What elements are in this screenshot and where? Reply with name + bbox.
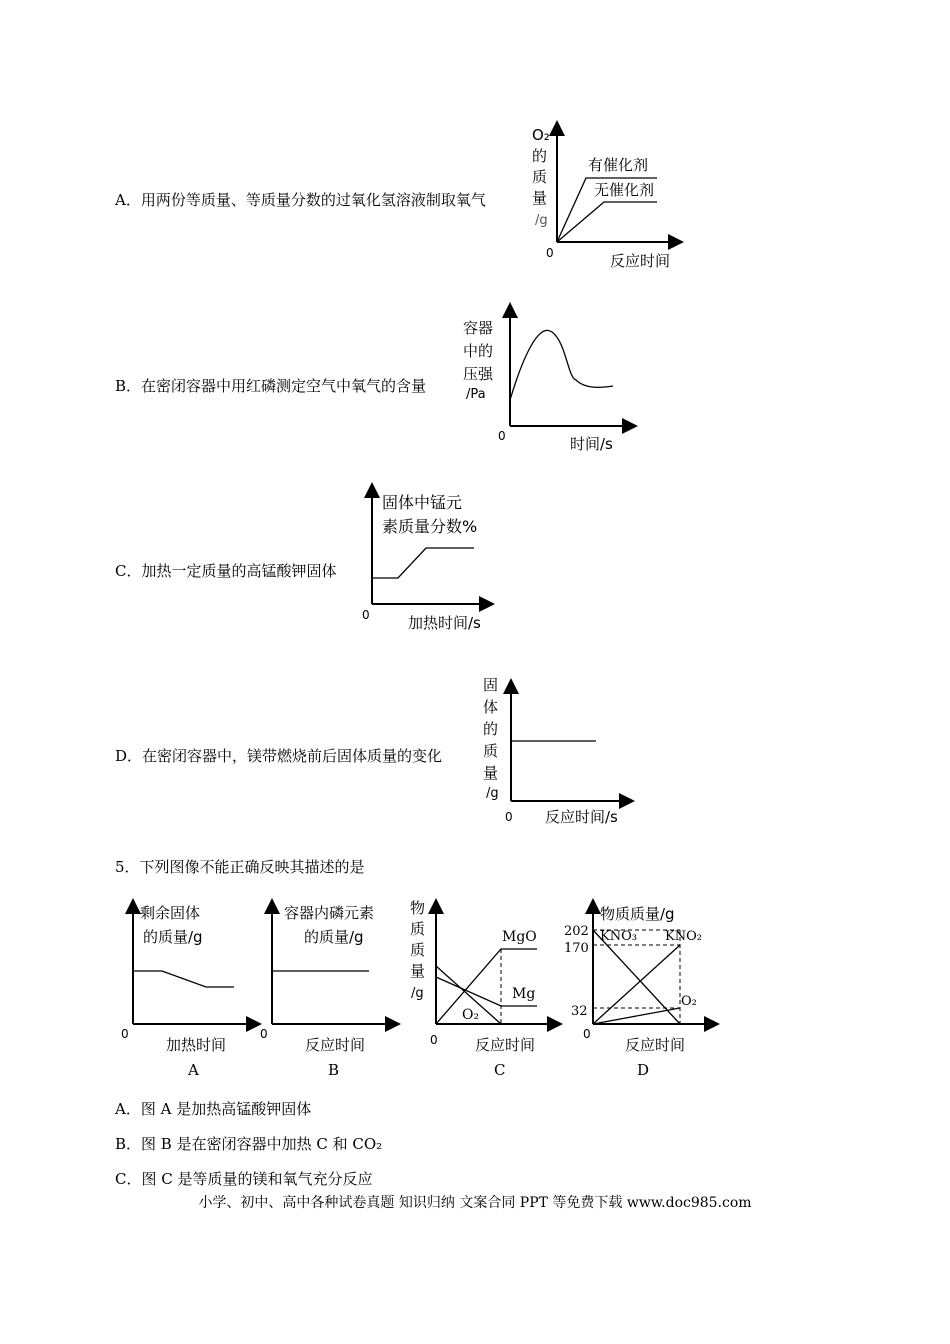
kno2-curve <box>593 945 680 1024</box>
y-unit: /g <box>486 786 499 801</box>
option-text: 加热一定质量的高锰酸钾固体 <box>141 562 337 580</box>
y-unit: /g <box>535 213 548 228</box>
y-unit: /Pa <box>466 387 486 402</box>
y-label: 量 <box>483 764 499 782</box>
chart-caption: A <box>188 1061 199 1079</box>
mn-fraction-curve <box>372 548 474 578</box>
y-label: 剩余固体 <box>140 904 201 922</box>
option-text: 在密闭容器中，镁带燃烧前后固体质量的变化 <box>142 747 443 765</box>
y-label: 压强 <box>463 365 494 383</box>
y-label: 体 <box>483 698 499 716</box>
remaining-solid-curve <box>133 971 234 987</box>
option-text: 图 C 是等质量的镁和氧气充分反应 <box>141 1170 373 1188</box>
y-label: 物质质量/g <box>600 905 675 923</box>
x-label: 反应时间 <box>610 252 671 270</box>
option5-a <box>115 1100 311 1118</box>
y-unit: /g <box>411 986 424 1001</box>
chart5-b <box>260 904 393 1079</box>
option-letter: B． <box>115 377 142 395</box>
chart-caption: B <box>328 1061 340 1079</box>
option-text: 用两份等质量、等质量分数的过氧化氢溶液制取氧气 <box>140 191 486 209</box>
page-footer: 小学、初中、高中各种试卷真题 知识归纳 文案合同 PPT 等免费下载 www.doc985.com <box>198 1195 752 1211</box>
y-label: 固体中锰元 <box>382 493 463 512</box>
origin-label: 0 <box>546 246 554 260</box>
series-label: O₂ <box>462 1007 480 1023</box>
tick-label: 170 <box>564 941 589 956</box>
y-label: 量 <box>532 189 548 207</box>
option-letter: D． <box>115 747 143 765</box>
x-label: 加热时间/s <box>408 614 481 632</box>
series-label: MgO <box>502 929 537 945</box>
y-label: 容器内磷元素 <box>284 904 375 922</box>
graph-c <box>362 490 487 632</box>
x-label: 时间/s <box>570 435 613 453</box>
option5-b <box>115 1135 382 1153</box>
pressure-curve <box>510 330 613 400</box>
question-number: 5． <box>115 858 140 876</box>
x-label: 反应时间 <box>305 1036 366 1054</box>
x-label: 加热时间 <box>166 1036 227 1054</box>
x-label: 反应时间 <box>475 1036 536 1054</box>
y-label: 的质量/g <box>304 928 364 946</box>
tick-label: 32 <box>571 1004 588 1019</box>
series-label: O₂ <box>681 994 697 1009</box>
graph-d <box>483 676 627 826</box>
y-label: 素质量分数% <box>382 517 478 536</box>
origin-label: 0 <box>121 1027 129 1041</box>
y-label: 质 <box>483 742 499 760</box>
origin-label: 0 <box>430 1033 438 1047</box>
option-text: 图 B 是在密闭容器中加热 C 和 CO₂ <box>141 1135 383 1153</box>
chart5-c <box>410 899 555 1079</box>
graph-a <box>532 126 676 270</box>
question-5 <box>115 856 365 877</box>
y-label: 物 <box>410 899 426 917</box>
chart5-d <box>564 905 712 1079</box>
option-text: 在密闭容器中用红磷测定空气中氧气的含量 <box>141 377 427 395</box>
y-label: O₂ <box>532 126 550 144</box>
option-text: 图 A 是加热高锰酸钾固体 <box>140 1100 312 1118</box>
y-label: 固 <box>483 676 499 694</box>
chart5-a <box>121 904 254 1079</box>
origin-label: 0 <box>498 429 506 443</box>
series-label: KNO₃ <box>600 929 637 944</box>
y-label: 质 <box>532 168 548 186</box>
y-label: 量 <box>410 962 426 980</box>
option-letter: A． <box>115 1100 141 1118</box>
series-label: KNO₂ <box>665 929 702 944</box>
series-label: 有催化剂 <box>588 156 649 174</box>
o2-curve <box>593 1008 680 1024</box>
y-label: 质 <box>410 920 426 938</box>
option-letter: B． <box>115 1135 142 1153</box>
chart-caption: C <box>494 1061 506 1079</box>
origin-label: 0 <box>260 1027 268 1041</box>
y-label: 中的 <box>463 342 494 360</box>
y-label: 的 <box>532 147 548 165</box>
option-letter: A． <box>115 191 141 209</box>
question-text: 下列图像不能正确反映其描述的是 <box>139 858 365 876</box>
series-label: 无催化剂 <box>594 181 655 199</box>
option-letter: C． <box>115 562 142 580</box>
option-letter: C． <box>115 1170 142 1188</box>
option5-c <box>115 1170 373 1188</box>
chart-caption: D <box>637 1061 650 1079</box>
x-label: 反应时间/s <box>545 808 618 826</box>
y-label: 容器 <box>463 319 494 337</box>
origin-label: 0 <box>583 1027 591 1041</box>
origin-label: 0 <box>505 810 513 824</box>
y-label: 质 <box>410 941 426 959</box>
x-label: 反应时间 <box>625 1036 686 1054</box>
series-label: Mg <box>512 986 536 1002</box>
origin-label: 0 <box>362 608 370 622</box>
tick-label: 202 <box>564 924 589 939</box>
y-label: 的 <box>483 720 499 738</box>
y-label: 的质量/g <box>143 928 203 946</box>
graph-b <box>463 310 630 453</box>
